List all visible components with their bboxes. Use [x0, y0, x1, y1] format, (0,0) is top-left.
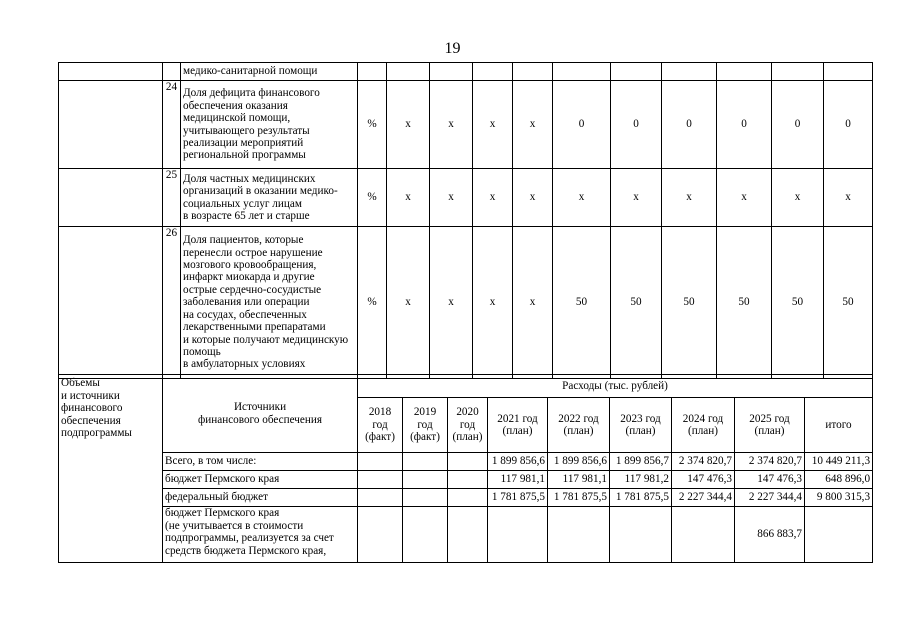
indicator-name-cell — [181, 227, 358, 379]
value-cell: x — [387, 169, 430, 227]
indicator-name-line: медицинской помощи, — [183, 112, 291, 125]
financing-table — [58, 374, 873, 563]
value-cell: 0 — [772, 81, 824, 169]
amount-cell: 1 899 856,7 — [610, 453, 672, 471]
value-cell: 50 — [662, 227, 717, 379]
indicator-name-line: организаций в оказании медико- — [183, 185, 338, 198]
value-cell — [553, 63, 611, 81]
year-header-line: 2023 год — [620, 412, 661, 425]
year-header-line: итого — [825, 418, 852, 431]
section-label-line: подпрограммы — [61, 427, 132, 439]
unit-cell: % — [358, 169, 387, 227]
indicator-name-line: помощь — [183, 345, 221, 358]
value-cell — [473, 63, 513, 81]
amount-cell: 866 883,7 — [735, 507, 805, 563]
value-cell — [824, 63, 873, 81]
source-name-line: средств бюджета Пермского края, — [165, 544, 327, 557]
section-label-line: Объемы — [61, 377, 100, 389]
amount-cell — [358, 489, 403, 507]
year-header-line: (план) — [754, 425, 785, 437]
amount-cell: 117 981,1 — [488, 471, 548, 489]
source-name-cell — [163, 453, 358, 471]
value-cell: 0 — [717, 81, 772, 169]
value-cell: 0 — [662, 81, 717, 169]
amount-cell — [358, 471, 403, 489]
value-cell: x — [473, 169, 513, 227]
amount-cell: 1 899 856,6 — [548, 453, 610, 471]
value-cell: 50 — [553, 227, 611, 379]
value-cell: x — [553, 169, 611, 227]
value-cell: x — [662, 169, 717, 227]
indicator-name-line: социальных услуг лицам — [183, 197, 302, 210]
section-label-cell — [59, 375, 163, 563]
indicator-name-line: перенесли острое нарушение — [183, 246, 323, 259]
indicator-name-line: инфаркт миокарда и другие — [183, 271, 315, 284]
table-row — [59, 507, 873, 563]
sources-header-cell — [163, 375, 358, 453]
table-row — [59, 375, 873, 398]
section-label-cell — [59, 227, 163, 379]
year-header-line: (план) — [625, 425, 656, 437]
row-number-cell: 24 — [163, 81, 181, 169]
value-cell — [662, 63, 717, 81]
indicator-name-cell — [181, 169, 358, 227]
year-header-line: (план) — [688, 425, 718, 437]
sources-header-line: Источники — [233, 401, 287, 413]
amount-cell — [358, 507, 403, 563]
page-number: 19 — [444, 40, 461, 57]
amount-cell: 9 800 315,3 — [805, 489, 873, 507]
amount-cell — [448, 489, 488, 507]
year-header-cell — [672, 398, 735, 453]
indicator-name-line: Доля пациентов, которые — [183, 234, 304, 247]
indicator-name-cell — [181, 81, 358, 169]
year-header-line: (план) — [563, 425, 594, 437]
year-header-line: 2025 год — [749, 412, 790, 425]
value-cell: x — [430, 81, 473, 169]
section-label-cell — [59, 169, 163, 227]
value-cell: x — [717, 169, 772, 227]
table-row — [59, 169, 873, 227]
amount-cell — [448, 507, 488, 563]
table-row — [59, 81, 873, 169]
year-header-line: 2018 — [368, 406, 392, 419]
source-name-line: федеральный бюджет — [165, 491, 268, 504]
value-cell: x — [611, 169, 662, 227]
amount-cell: 648 896,0 — [805, 471, 873, 489]
section-label-cell — [59, 81, 163, 169]
row-number-cell: 26 — [163, 227, 181, 379]
source-name-line: бюджет Пермского края — [165, 473, 280, 486]
amount-cell — [805, 507, 873, 563]
amount-cell — [403, 489, 448, 507]
indicator-name-line: в возрасте 65 лет и старше — [183, 209, 310, 222]
value-cell: x — [513, 81, 553, 169]
indicator-name-line: острые сердечно-сосудистые — [183, 283, 322, 296]
amount-cell — [403, 453, 448, 471]
year-header-line: 2019 год — [413, 406, 437, 431]
row-number-cell — [163, 63, 181, 81]
source-name-line: подпрограммы, реализуется за счет — [165, 532, 334, 544]
year-header-cell — [548, 398, 610, 453]
amount-cell — [448, 453, 488, 471]
indicator-name-line: региональной программы — [183, 149, 306, 162]
table-row — [59, 227, 873, 379]
year-header-line: 2024 год — [682, 412, 724, 425]
indicator-name-line: заболевания или операции — [183, 296, 310, 309]
section-label-cell — [59, 63, 163, 81]
year-header-line: 2020 — [456, 406, 479, 419]
amount-cell: 2 374 820,7 — [735, 453, 805, 471]
value-cell: 50 — [772, 227, 824, 379]
expenses-header-cell: Расходы (тыс. рублей) — [358, 375, 873, 398]
value-cell: x — [473, 227, 513, 379]
value-cell — [430, 63, 473, 81]
amount-cell — [672, 507, 735, 563]
sources-header-line: финансового обеспечения — [198, 413, 322, 426]
indicator-name-line: и которые получают медицинскую — [183, 333, 349, 346]
value-cell: x — [387, 81, 430, 169]
value-cell — [611, 63, 662, 81]
year-header-cell — [448, 398, 488, 453]
unit-cell: % — [358, 81, 387, 169]
indicators-table — [58, 62, 873, 379]
value-cell: x — [824, 169, 873, 227]
amount-cell: 1 781 875,5 — [610, 489, 672, 507]
indicator-name-line: учитывающего результаты — [183, 124, 310, 137]
year-header-line: (факт) — [410, 431, 440, 444]
value-cell: x — [473, 81, 513, 169]
source-name-line: Всего, в том числе: — [165, 455, 257, 468]
table-row — [59, 489, 873, 507]
value-cell: x — [430, 169, 473, 227]
amount-cell: 117 981,1 — [548, 471, 610, 489]
section-label-line: и источники — [61, 389, 120, 402]
table-row — [59, 471, 873, 489]
indicator-name-cell: медико-санитарной помощи — [181, 63, 358, 81]
indicator-name-line: на сосудах, обеспеченных — [183, 308, 307, 321]
year-header-line: (факт) — [365, 431, 395, 444]
value-cell — [358, 63, 387, 81]
value-cell: 50 — [824, 227, 873, 379]
row-number-cell: 25 — [163, 169, 181, 227]
source-name-cell — [163, 471, 358, 489]
year-header-cell — [610, 398, 672, 453]
year-header-line: год — [459, 418, 476, 431]
amount-cell: 1 899 856,6 — [488, 453, 548, 471]
amount-cell — [548, 507, 610, 563]
value-cell: x — [513, 169, 553, 227]
unit-cell: % — [358, 227, 387, 379]
amount-cell: 117 981,2 — [610, 471, 672, 489]
amount-cell: 147 476,3 — [672, 471, 735, 489]
value-cell: 0 — [824, 81, 873, 169]
table-row — [59, 453, 873, 471]
indicator-name-line: Доля дефицита финансового — [183, 87, 320, 100]
year-header-line: 2022 год — [558, 412, 599, 425]
source-name-line: (не учитывается в стоимости — [165, 519, 304, 532]
indicator-name-line: в амбулаторных условиях — [183, 358, 306, 371]
value-cell: 0 — [611, 81, 662, 169]
year-header-line: 2021 год — [497, 412, 538, 425]
indicator-name-line: реализации мероприятий — [183, 136, 304, 149]
value-cell — [513, 63, 553, 81]
year-header-cell — [735, 398, 805, 453]
source-name-cell — [163, 507, 358, 563]
value-cell: x — [387, 227, 430, 379]
indicator-name-line: Доля частных медицинских — [183, 172, 316, 185]
year-header-cell — [488, 398, 548, 453]
value-cell: x — [513, 227, 553, 379]
section-label-line: обеспечения — [61, 414, 121, 427]
source-name-line: бюджет Пермского края — [165, 507, 280, 519]
value-cell — [717, 63, 772, 81]
year-header-line: год — [372, 418, 388, 431]
amount-cell: 10 449 211,3 — [805, 453, 873, 471]
value-cell: 0 — [553, 81, 611, 169]
amount-cell: 2 227 344,4 — [735, 489, 805, 507]
indicator-name-line: мозгового кровообращения, — [183, 259, 317, 272]
value-cell: 50 — [717, 227, 772, 379]
amount-cell — [488, 507, 548, 563]
year-header-cell — [805, 398, 873, 453]
value-cell: x — [430, 227, 473, 379]
amount-cell — [610, 507, 672, 563]
amount-cell: 1 781 875,5 — [488, 489, 548, 507]
value-cell — [387, 63, 430, 81]
amount-cell — [448, 471, 488, 489]
indicator-name-line: обеспечения оказания — [183, 99, 288, 112]
amount-cell: 147 476,3 — [735, 471, 805, 489]
value-cell — [772, 63, 824, 81]
amount-cell: 2 227 344,4 — [672, 489, 735, 507]
amount-cell — [403, 471, 448, 489]
year-header-line: (план) — [502, 425, 533, 437]
year-header-cell — [403, 398, 448, 453]
amount-cell — [403, 507, 448, 563]
value-cell: 50 — [611, 227, 662, 379]
source-name-cell — [163, 489, 358, 507]
value-cell: x — [772, 169, 824, 227]
section-label-line: финансового — [61, 402, 123, 414]
amount-cell: 2 374 820,7 — [672, 453, 735, 471]
amount-cell — [358, 453, 403, 471]
indicator-name-line: лекарственными препаратами — [183, 321, 326, 334]
table-row — [59, 63, 873, 81]
amount-cell: 1 781 875,5 — [548, 489, 610, 507]
year-header-cell — [358, 398, 403, 453]
year-header-line: (план) — [452, 431, 483, 444]
